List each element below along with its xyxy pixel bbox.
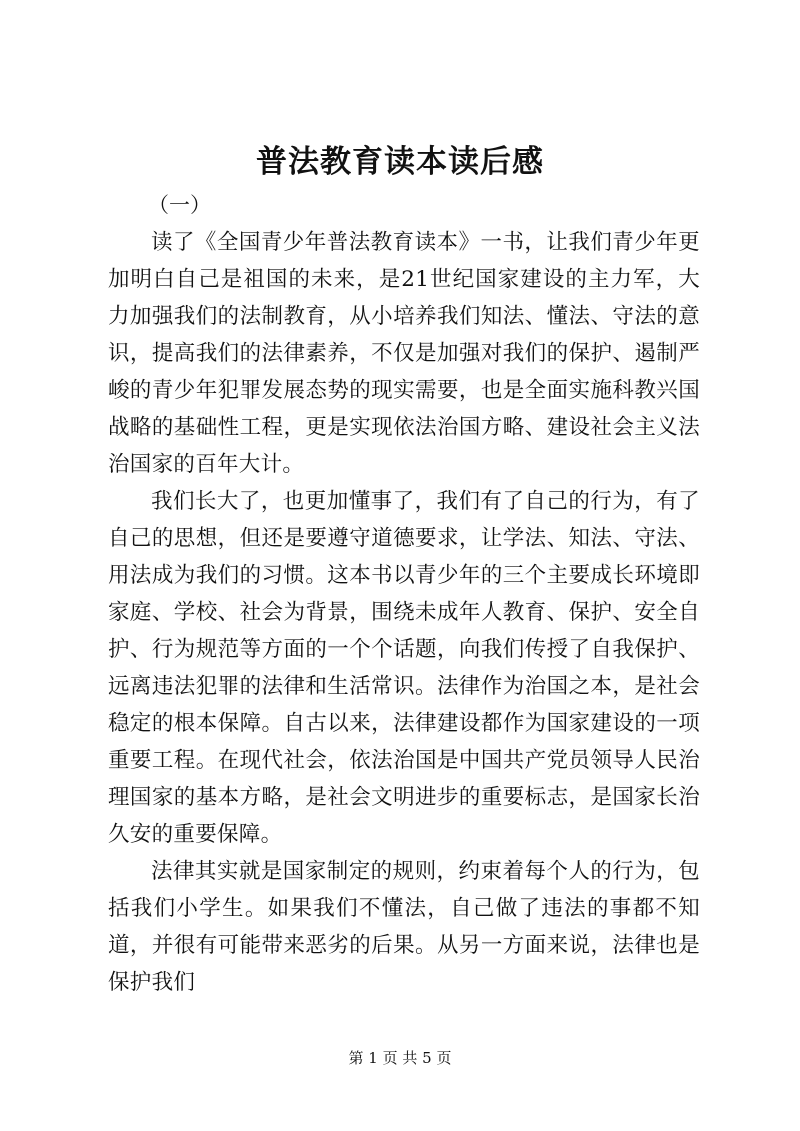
- section-marker: （一）: [148, 193, 211, 217]
- page-footer: 第 1 页 共 5 页: [348, 1049, 452, 1067]
- document-body: [108, 224, 700, 1001]
- paragraph-3: 法律其实就是国家制定的规则，约束着每个人的行为，包括我们小学生。如果我们不懂法，自己做了违法的事都不知道，并很有可能带来恶劣的后果。从另一方面来说，法律也是保护我们: [108, 859, 700, 995]
- paragraph-2: 我们长大了，也更加懂事了，我们有了自己的行为，有了自己的思想，但还是要遵守道德要求，让学法、知法、守法、用法成为我们的习惯。这本书以青少年的三个主要成长环境即家庭、学校、社会为背景，围绕未成年人教育、保护、安全自护、行为规范等方面的一个个话题，向我们传授了自我保护、远离违法犯罪的法律和生活常识。法律作为治国之本，是社会稳定的根本保障。自古以来，法律建设都作为国家建设的一项重要工程。在现代社会，依法治国是中国共产党员领导人民治理国家的基本方略，是社会文明进步的重要标志，是国家长治久安的重要保障。: [108, 489, 700, 847]
- document-title: 普法教育读本读后感: [256, 144, 544, 180]
- paragraph-1: 读了《全国青少年普法教育读本》一书，让我们青少年更加明白自己是祖国的未来，是21世纪国家建设的主力军，大力加强我们的法制教育，从小培养我们知法、懂法、守法的意识，提高我们的法律素养，不仅是加强对我们的保护、遏制严峻的青少年犯罪发展态势的现实需要，也是全面实施科教兴国战略的基础性工程，更是实现依法治国方略、建设社会主义法治国家的百年大计。: [108, 230, 700, 477]
